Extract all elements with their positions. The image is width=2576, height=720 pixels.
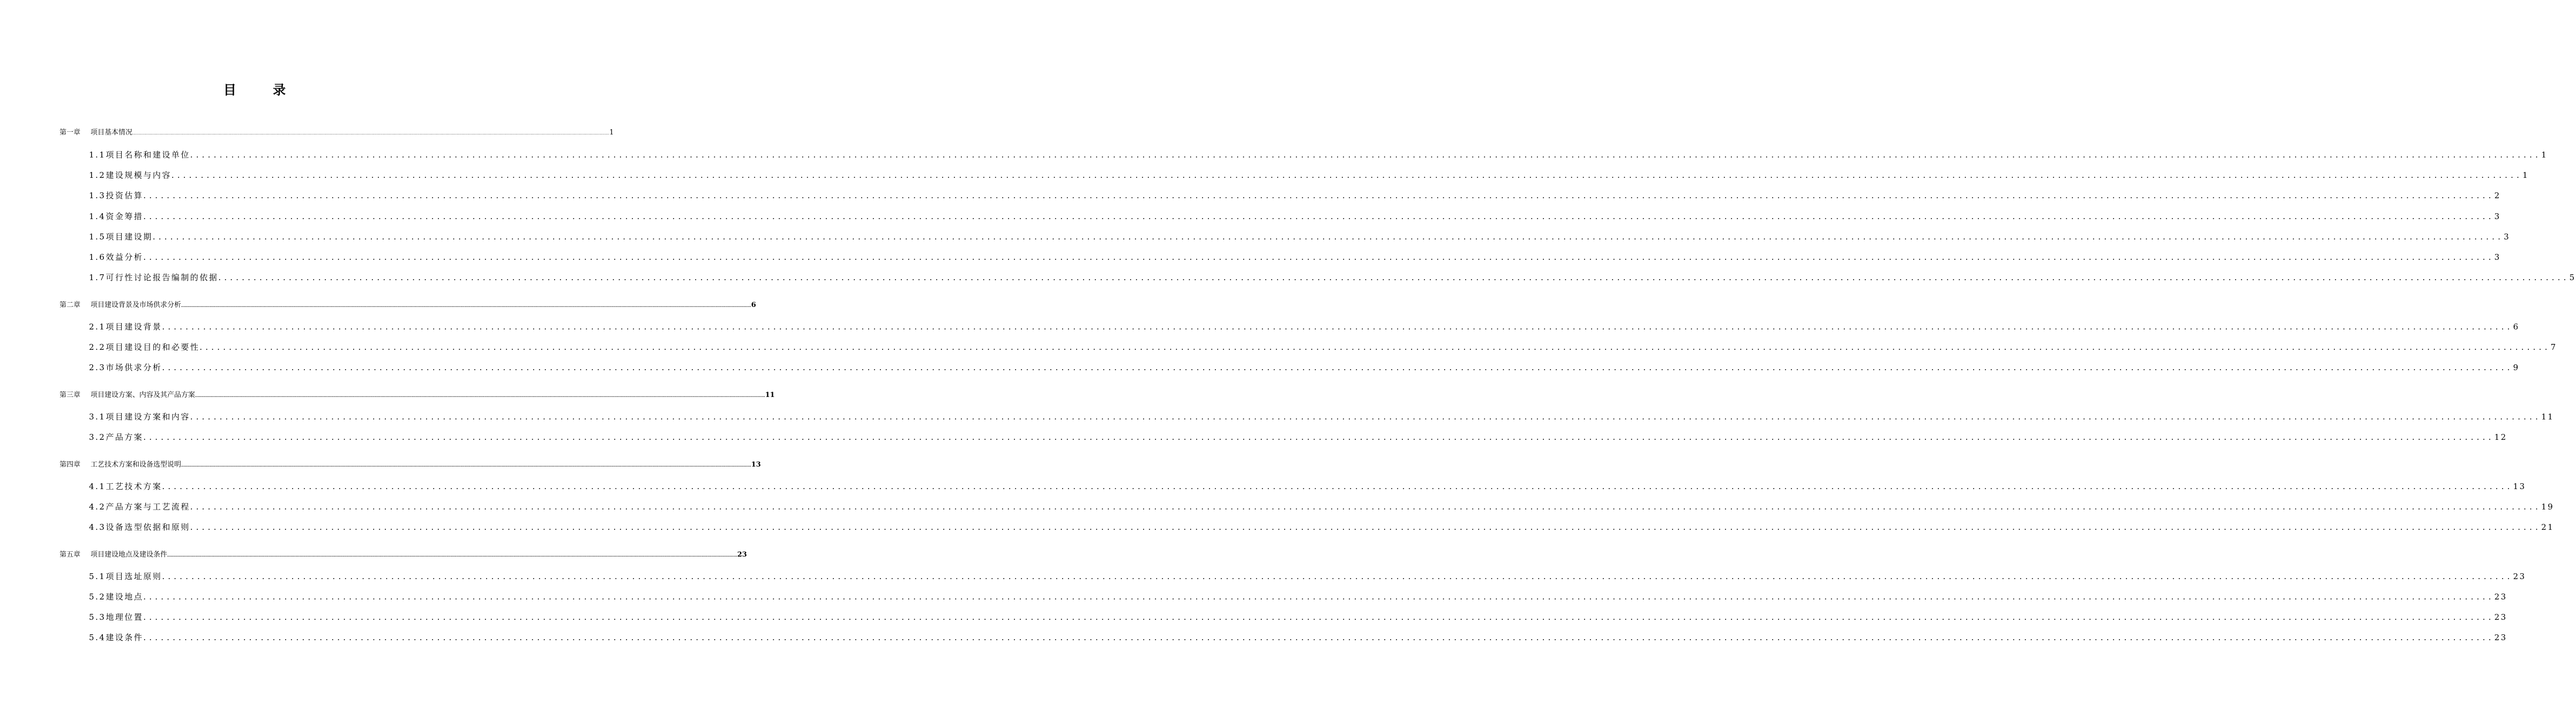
toc-section-3-1[interactable]: [89, 411, 2555, 422]
dot-leader: ................................................................................................................................................................................................................................................................................................................................................................................................................: [190, 150, 2542, 160]
page-number: 13: [2513, 482, 2526, 491]
section-title: 1.7可行性讨论报告编制的依据: [89, 273, 219, 282]
chapter-number: 第一章: [59, 129, 81, 137]
chapter-number: 第四章: [59, 461, 81, 469]
dot-leader: ................................................................................................................................................................................................................................................................................................................................................................................................................: [195, 394, 765, 398]
dot-leader: ................................................................................................................................................................................................................................................................................................................................................................................................................: [199, 342, 2551, 352]
page-number: 19: [2541, 502, 2555, 512]
toc-chapter-5[interactable]: [59, 549, 747, 559]
section-title: 1.6效益分析: [89, 252, 144, 262]
toc-section-4-3[interactable]: [89, 521, 2555, 532]
toc-section-1-4[interactable]: [89, 211, 2501, 222]
toc-chapter-1[interactable]: [59, 126, 614, 137]
page-number: 5: [2569, 273, 2576, 282]
section-title: 1.3投资估算: [89, 191, 144, 200]
page-number: 1: [2522, 170, 2529, 180]
section-title: 1.4资金筹措: [89, 212, 144, 221]
dot-leader: ................................................................................................................................................................................................................................................................................................................................................................................................................: [143, 252, 2495, 262]
toc-chapter-3[interactable]: [59, 389, 775, 399]
section-title: 5.1项目选址原则: [89, 572, 162, 581]
page-number: 23: [737, 551, 747, 559]
dot-leader: ................................................................................................................................................................................................................................................................................................................................................................................................................: [190, 522, 2542, 532]
page-number: 12: [2494, 432, 2507, 442]
page-number: 13: [751, 461, 761, 469]
section-title: 3.2产品方案: [89, 432, 144, 442]
section-title: 5.4建设条件: [89, 633, 144, 642]
toc-section-4-2[interactable]: [89, 501, 2555, 512]
section-title: 5.2建设地点: [89, 592, 144, 602]
chapter-number: 第二章: [59, 301, 81, 309]
dot-leader: ................................................................................................................................................................................................................................................................................................................................................................................................................: [152, 232, 2504, 242]
dot-leader: ................................................................................................................................................................................................................................................................................................................................................................................................................: [162, 363, 2513, 372]
chapter-title: 项目建设地点及建设条件: [91, 551, 168, 559]
toc-section-1-2[interactable]: [89, 169, 2529, 181]
dot-leader: ................................................................................................................................................................................................................................................................................................................................................................................................................: [132, 131, 610, 136]
dot-leader: ................................................................................................................................................................................................................................................................................................................................................................................................................: [167, 553, 737, 558]
page-number: 9: [2513, 363, 2520, 372]
section-title: 2.2项目建设目的和必要性: [89, 342, 200, 352]
section-title: 4.2产品方案与工艺流程: [89, 502, 190, 512]
toc-section-1-1[interactable]: [89, 149, 2548, 160]
page-number: 23: [2494, 612, 2507, 622]
dot-leader: ................................................................................................................................................................................................................................................................................................................................................................................................................: [190, 412, 2542, 422]
toc-section-5-1[interactable]: [89, 571, 2526, 582]
page-number: 3: [2494, 252, 2501, 262]
dot-leader: ................................................................................................................................................................................................................................................................................................................................................................................................................: [218, 273, 2570, 282]
page-number: 1: [609, 129, 614, 137]
toc-section-1-5[interactable]: [89, 231, 2511, 242]
section-title: 4.3设备选型依据和原则: [89, 522, 190, 532]
section-title: 1.5项目建设期: [89, 232, 153, 242]
page-number: 7: [2550, 342, 2557, 352]
toc-section-5-3[interactable]: [89, 611, 2507, 622]
toc-section-1-7[interactable]: [89, 272, 2576, 283]
page-number: 6: [2513, 322, 2520, 332]
page-number: 11: [765, 391, 775, 399]
page-number: 21: [2541, 522, 2555, 532]
dot-leader: ................................................................................................................................................................................................................................................................................................................................................................................................................: [181, 463, 751, 468]
page-number: 2: [2494, 191, 2501, 200]
toc-section-2-3[interactable]: [89, 362, 2520, 373]
dot-leader: ................................................................................................................................................................................................................................................................................................................................................................................................................: [143, 432, 2495, 442]
dot-leader: ................................................................................................................................................................................................................................................................................................................................................................................................................: [143, 633, 2495, 642]
toc-section-4-1[interactable]: [89, 481, 2526, 492]
section-title: 2.1项目建设背景: [89, 322, 162, 332]
dot-leader: ................................................................................................................................................................................................................................................................................................................................................................................................................: [190, 502, 2542, 512]
dot-leader: ................................................................................................................................................................................................................................................................................................................................................................................................................: [181, 304, 751, 308]
section-title: 4.1工艺技术方案: [89, 482, 162, 491]
page-number: 3: [2494, 212, 2501, 221]
toc-chapter-4[interactable]: [59, 459, 761, 469]
section-title: 1.1项目名称和建设单位: [89, 150, 190, 160]
page-title: 目 录: [223, 82, 302, 98]
section-title: 2.3市场供求分析: [89, 363, 162, 372]
page-number: 23: [2494, 592, 2507, 602]
page-number: 23: [2513, 572, 2526, 581]
section-title: 3.1项目建设方案和内容: [89, 412, 190, 422]
toc-section-5-2[interactable]: [89, 591, 2507, 602]
dot-leader: ................................................................................................................................................................................................................................................................................................................................................................................................................: [143, 191, 2495, 200]
dot-leader: ................................................................................................................................................................................................................................................................................................................................................................................................................: [162, 322, 2513, 332]
chapter-title: 项目建设背景及市场供求分析: [91, 301, 182, 309]
chapter-title: 项目建设方案、内容及其产品方案: [91, 391, 196, 399]
toc-section-1-6[interactable]: [89, 251, 2501, 262]
page-number: 11: [2541, 412, 2555, 422]
dot-leader: ................................................................................................................................................................................................................................................................................................................................................................................................................: [171, 170, 2523, 180]
section-title: 5.3地理位置: [89, 612, 144, 622]
page-number: 6: [751, 301, 756, 309]
chapter-title: 项目基本情况: [91, 129, 133, 137]
dot-leader: ................................................................................................................................................................................................................................................................................................................................................................................................................: [162, 572, 2513, 581]
toc-section-3-2[interactable]: [89, 431, 2507, 442]
page-number: 3: [2504, 232, 2511, 242]
section-title: 1.2建设规模与内容: [89, 170, 171, 180]
dot-leader: ................................................................................................................................................................................................................................................................................................................................................................................................................: [143, 592, 2495, 602]
toc-chapter-2[interactable]: [59, 299, 756, 309]
chapter-number: 第五章: [59, 551, 81, 559]
dot-leader: ................................................................................................................................................................................................................................................................................................................................................................................................................: [162, 482, 2513, 491]
page-number: 1: [2541, 150, 2548, 160]
dot-leader: ................................................................................................................................................................................................................................................................................................................................................................................................................: [143, 612, 2495, 622]
toc-section-2-1[interactable]: [89, 321, 2520, 332]
toc-section-5-4[interactable]: [89, 632, 2507, 643]
chapter-title: 工艺技术方案和设备选型说明: [91, 461, 182, 469]
dot-leader: ................................................................................................................................................................................................................................................................................................................................................................................................................: [143, 212, 2495, 221]
page-number: 23: [2494, 633, 2507, 642]
toc-section-2-2[interactable]: [89, 341, 2557, 352]
chapter-number: 第三章: [59, 391, 81, 399]
toc-section-1-3[interactable]: [89, 190, 2501, 201]
